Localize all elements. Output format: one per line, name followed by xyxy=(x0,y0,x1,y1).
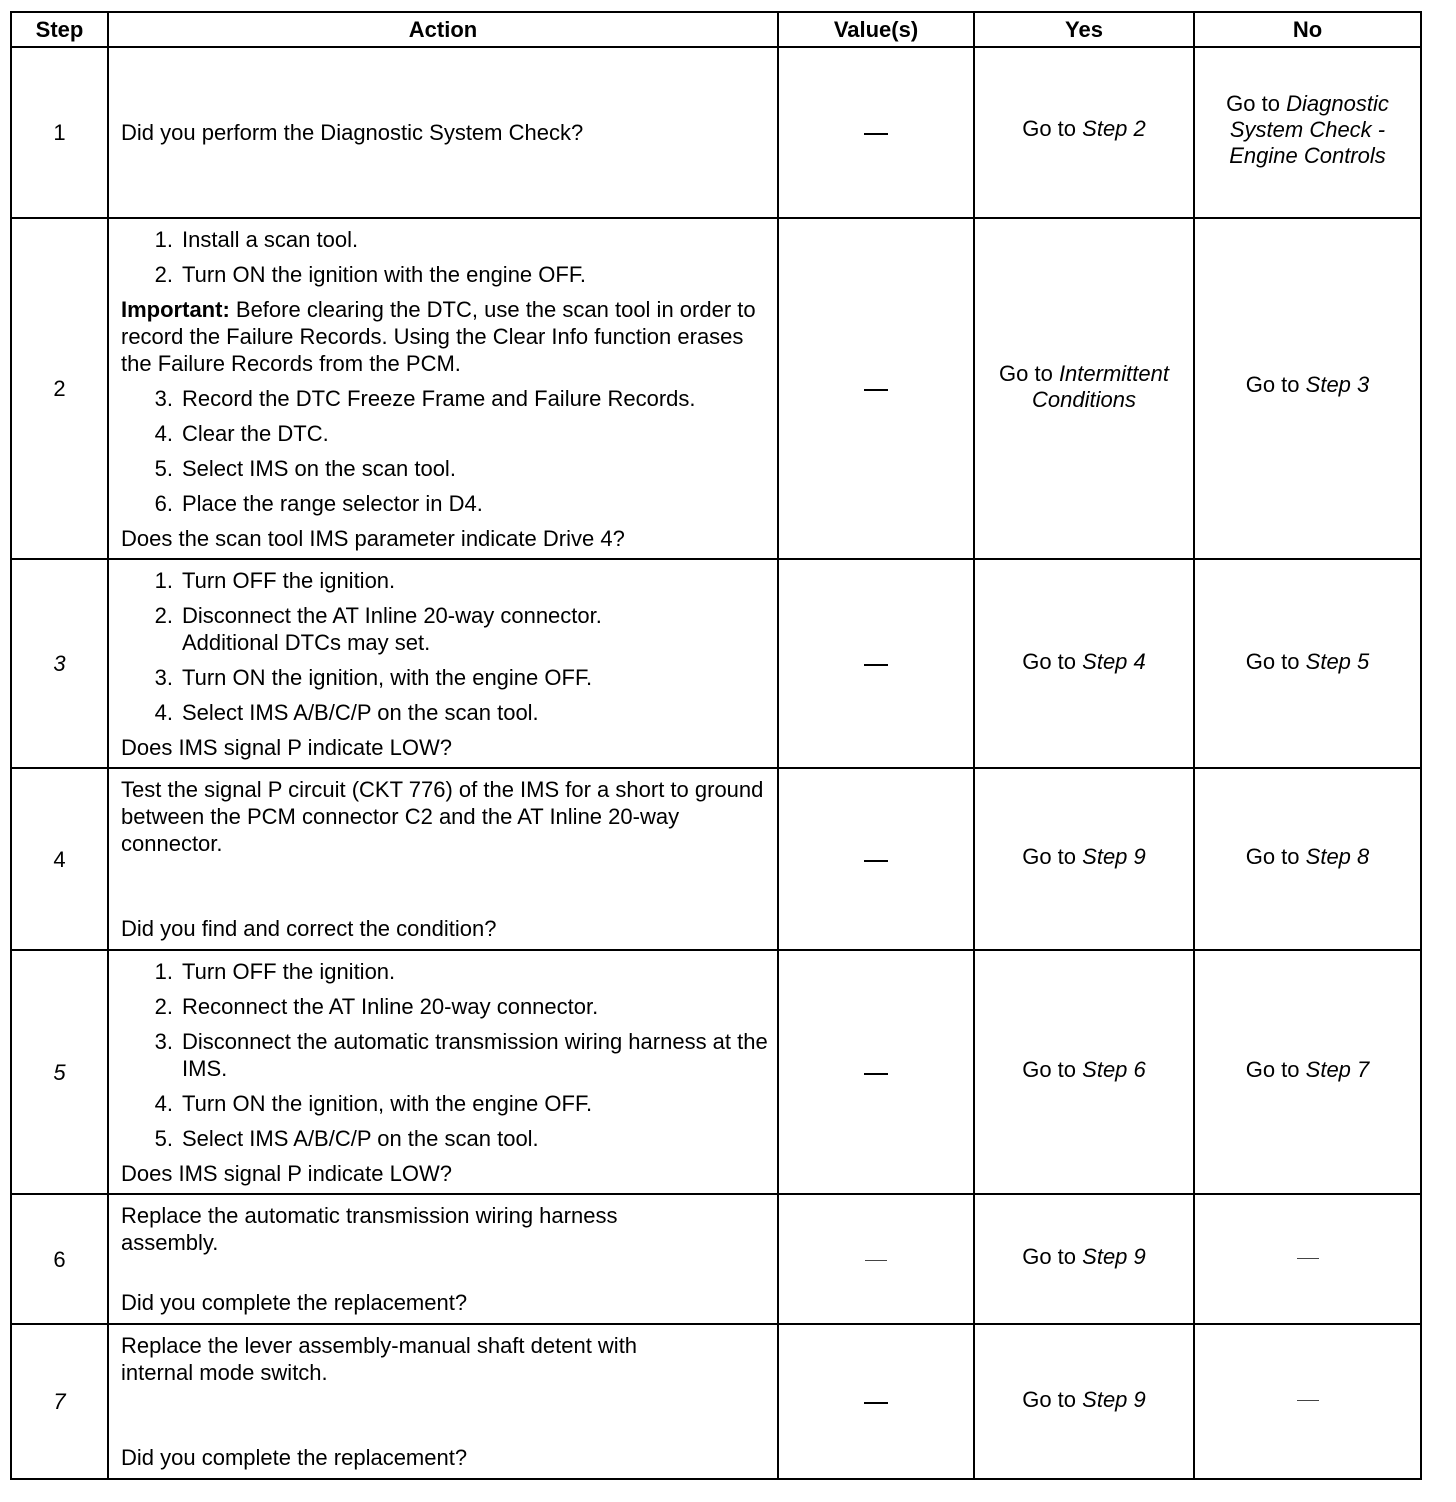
list-item: 4. Clear the DTC. xyxy=(154,421,329,446)
go-to-label: Go to xyxy=(1245,371,1300,397)
no-cell xyxy=(1194,1324,1421,1479)
table-row-step-4 xyxy=(11,768,1421,950)
list-item: 1. Install a scan tool. xyxy=(154,227,359,252)
list-item: 5. Select IMS A/B/C/P on the scan tool. xyxy=(154,1126,539,1151)
important-text: Before clearing the DTC, use the scan tool in order to record the Failure Records. Using the Clear Info function erases the Failure Records from the PCM. xyxy=(121,297,756,376)
important-label: Important: xyxy=(121,297,230,322)
action-description: Test the signal P circuit (CKT 776) of the IMS for a short to ground between the PCM connector C2 and the AT Inline 20-way connector. xyxy=(121,777,764,856)
yes-cell xyxy=(974,950,1194,1194)
yes-cell xyxy=(974,1324,1194,1479)
no-target: Step 5 xyxy=(1305,648,1370,674)
value-cell xyxy=(778,950,974,1194)
header-no: No xyxy=(1194,12,1421,47)
yes-cell xyxy=(974,47,1194,218)
list-item: 2. Reconnect the AT Inline 20-way connector. xyxy=(154,994,599,1019)
value-cell xyxy=(778,559,974,768)
action-question: Does the scan tool IMS parameter indicate Drive 4? xyxy=(121,526,625,551)
yes-target: Step 6 xyxy=(1082,1057,1146,1082)
no-target: Step 8 xyxy=(1305,844,1370,869)
action-cell xyxy=(108,1194,778,1324)
instruction-list xyxy=(121,226,769,288)
go-to-label: Go to xyxy=(1245,1057,1300,1082)
dash-mark xyxy=(864,133,888,135)
yes-cell xyxy=(974,1194,1194,1324)
no-target: Step 7 xyxy=(1305,1057,1370,1082)
dash-mark xyxy=(864,860,888,862)
list-item: 3. Turn ON the ignition, with the engine OFF. xyxy=(154,665,593,690)
dash-mark xyxy=(1297,1258,1319,1259)
header-step: Step xyxy=(11,12,108,47)
yes-target: Step 4 xyxy=(1082,648,1146,674)
action-cell xyxy=(108,559,778,768)
list-item: 2. Disconnect the AT Inline 20-way connector. Additional DTCs may set. xyxy=(154,603,602,655)
header-action: Action xyxy=(108,12,778,47)
important-note xyxy=(121,296,769,377)
action-cell xyxy=(108,950,778,1194)
step-number: 5 xyxy=(11,950,108,1194)
action-cell xyxy=(108,1324,778,1479)
action-cell xyxy=(108,218,778,559)
step-number: 7 xyxy=(11,1324,108,1479)
instruction-list xyxy=(121,385,769,517)
action-question: Did you find and correct the condition? xyxy=(121,916,497,941)
action-question: Did you perform the Diagnostic System Check? xyxy=(121,120,584,145)
no-cell xyxy=(1194,218,1421,559)
value-cell xyxy=(778,768,974,950)
yes-target: Step 2 xyxy=(1082,115,1146,141)
action-description: Replace the automatic transmission wiring harness assembly. xyxy=(121,1203,618,1255)
step-number: 2 xyxy=(11,218,108,559)
list-item: 4. Turn ON the ignition, with the engine OFF. xyxy=(154,1091,593,1116)
table-row-step-6 xyxy=(11,1194,1421,1324)
no-cell xyxy=(1194,768,1421,950)
table-row-step-7 xyxy=(11,1324,1421,1479)
go-to-label: Go to xyxy=(1022,1386,1077,1412)
table-row-step-1 xyxy=(11,47,1421,218)
instruction-list xyxy=(121,567,769,726)
step-number: 1 xyxy=(11,47,108,218)
value-cell xyxy=(778,1194,974,1324)
go-to-label: Go to xyxy=(1022,1244,1077,1269)
go-to-label: Go to xyxy=(1022,648,1077,674)
list-item: 6. Place the range selector in D4. xyxy=(154,491,483,516)
no-cell xyxy=(1194,47,1421,218)
yes-target: Step 9 xyxy=(1082,1386,1146,1412)
instruction-list xyxy=(121,958,769,1152)
go-to-label: Go to xyxy=(1022,844,1077,869)
action-description: Replace the lever assembly-manual shaft detent with internal mode switch. xyxy=(121,1333,638,1385)
yes-target: Intermittent Conditions xyxy=(1032,360,1169,412)
list-item: 4. Select IMS A/B/C/P on the scan tool. xyxy=(154,700,539,725)
list-item: 1. Turn OFF the ignition. xyxy=(154,959,396,984)
action-question: Did you complete the replacement? xyxy=(121,1290,468,1315)
value-cell xyxy=(778,1324,974,1479)
no-target: Diagnostic System Check - Engine Controls xyxy=(1229,90,1389,168)
list-item: 3. Disconnect the automatic transmission wiring harness at the IMS. xyxy=(154,1029,768,1081)
list-item: 3. Record the DTC Freeze Frame and Failure Records. xyxy=(154,386,696,411)
action-question: Does IMS signal P indicate LOW? xyxy=(121,1161,452,1186)
no-cell xyxy=(1194,1194,1421,1324)
action-cell xyxy=(108,768,778,950)
value-cell xyxy=(778,47,974,218)
table-row-step-3 xyxy=(11,559,1421,768)
dash-mark xyxy=(864,389,888,391)
no-cell xyxy=(1194,950,1421,1194)
action-question: Did you complete the replacement? xyxy=(121,1445,468,1470)
header-values: Value(s) xyxy=(778,12,974,47)
step-number: 6 xyxy=(11,1194,108,1324)
list-item: 1. Turn OFF the ignition. xyxy=(154,568,396,593)
dash-mark xyxy=(864,664,888,666)
go-to-label: Go to xyxy=(1022,1057,1077,1082)
yes-cell xyxy=(974,768,1194,950)
table-row-step-5 xyxy=(11,950,1421,1194)
list-item: 5. Select IMS on the scan tool. xyxy=(154,456,456,481)
go-to-label: Go to xyxy=(999,360,1053,386)
dash-mark xyxy=(1297,1400,1319,1401)
go-to-label: Go to xyxy=(1245,648,1300,674)
go-to-label: Go to xyxy=(1226,90,1280,116)
table-row-step-2 xyxy=(11,218,1421,559)
yes-target: Step 9 xyxy=(1082,844,1146,869)
go-to-label: Go to xyxy=(1022,115,1077,141)
no-cell xyxy=(1194,559,1421,768)
dash-mark xyxy=(864,1402,888,1404)
no-target: Step 3 xyxy=(1305,371,1370,397)
yes-cell xyxy=(974,218,1194,559)
go-to-label: Go to xyxy=(1245,844,1300,869)
dash-mark xyxy=(865,1260,887,1261)
header-row xyxy=(11,12,1421,47)
dash-mark xyxy=(864,1073,888,1075)
diagnostic-table xyxy=(10,11,1422,1480)
step-number: 4 xyxy=(11,768,108,950)
header-yes: Yes xyxy=(974,12,1194,47)
action-cell xyxy=(108,47,778,218)
step-number: 3 xyxy=(11,559,108,768)
list-item: 2. Turn ON the ignition with the engine OFF. xyxy=(154,262,586,287)
yes-cell xyxy=(974,559,1194,768)
yes-target: Step 9 xyxy=(1082,1244,1146,1269)
value-cell xyxy=(778,218,974,559)
action-question: Does IMS signal P indicate LOW? xyxy=(121,735,452,760)
